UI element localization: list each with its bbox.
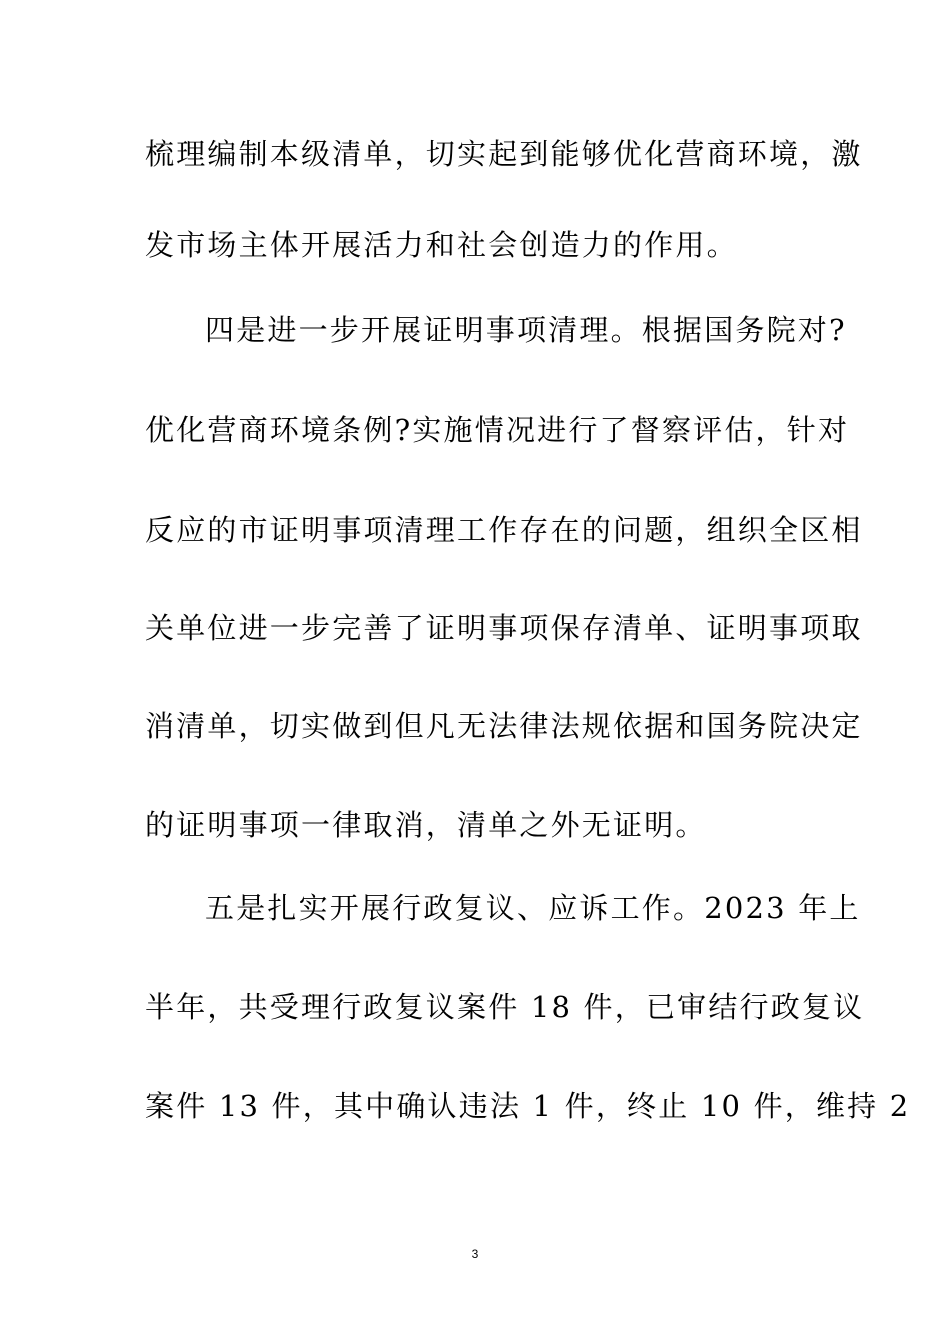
text-line-4: 优化营商环境条例?实施情况进行了督察评估，针对 [145,413,850,447]
text-line-7: 消清单，切实做到但凡无法律法规依据和国务院决定 [145,709,863,743]
text-line-5: 反应的市证明事项清理工作存在的问题，组织全区相 [145,513,863,547]
page-number: 3 [471,1247,479,1261]
text-line-6: 关单位进一步完善了证明事项保存清单、证明事项取 [145,611,863,645]
text-line-3: 四是进一步开展证明事项清理。根据国务院对? [205,313,847,347]
text-line-1: 梳理编制本级清单，切实起到能够优化营商环境，激 [145,137,863,171]
text-line-10: 半年，共受理行政复议案件 18 件，已审结行政复议 [145,990,865,1024]
text-line-11: 案件 13 件，其中确认违法 1 件，终止 10 件，维持 2 [145,1089,911,1123]
text-line-8: 的证明事项一律取消，清单之外无证明。 [145,808,707,842]
text-line-2: 发市场主体开展活力和社会创造力的作用。 [145,228,738,262]
text-line-9: 五是扎实开展行政复议、应诉工作。2023 年上 [205,891,861,925]
